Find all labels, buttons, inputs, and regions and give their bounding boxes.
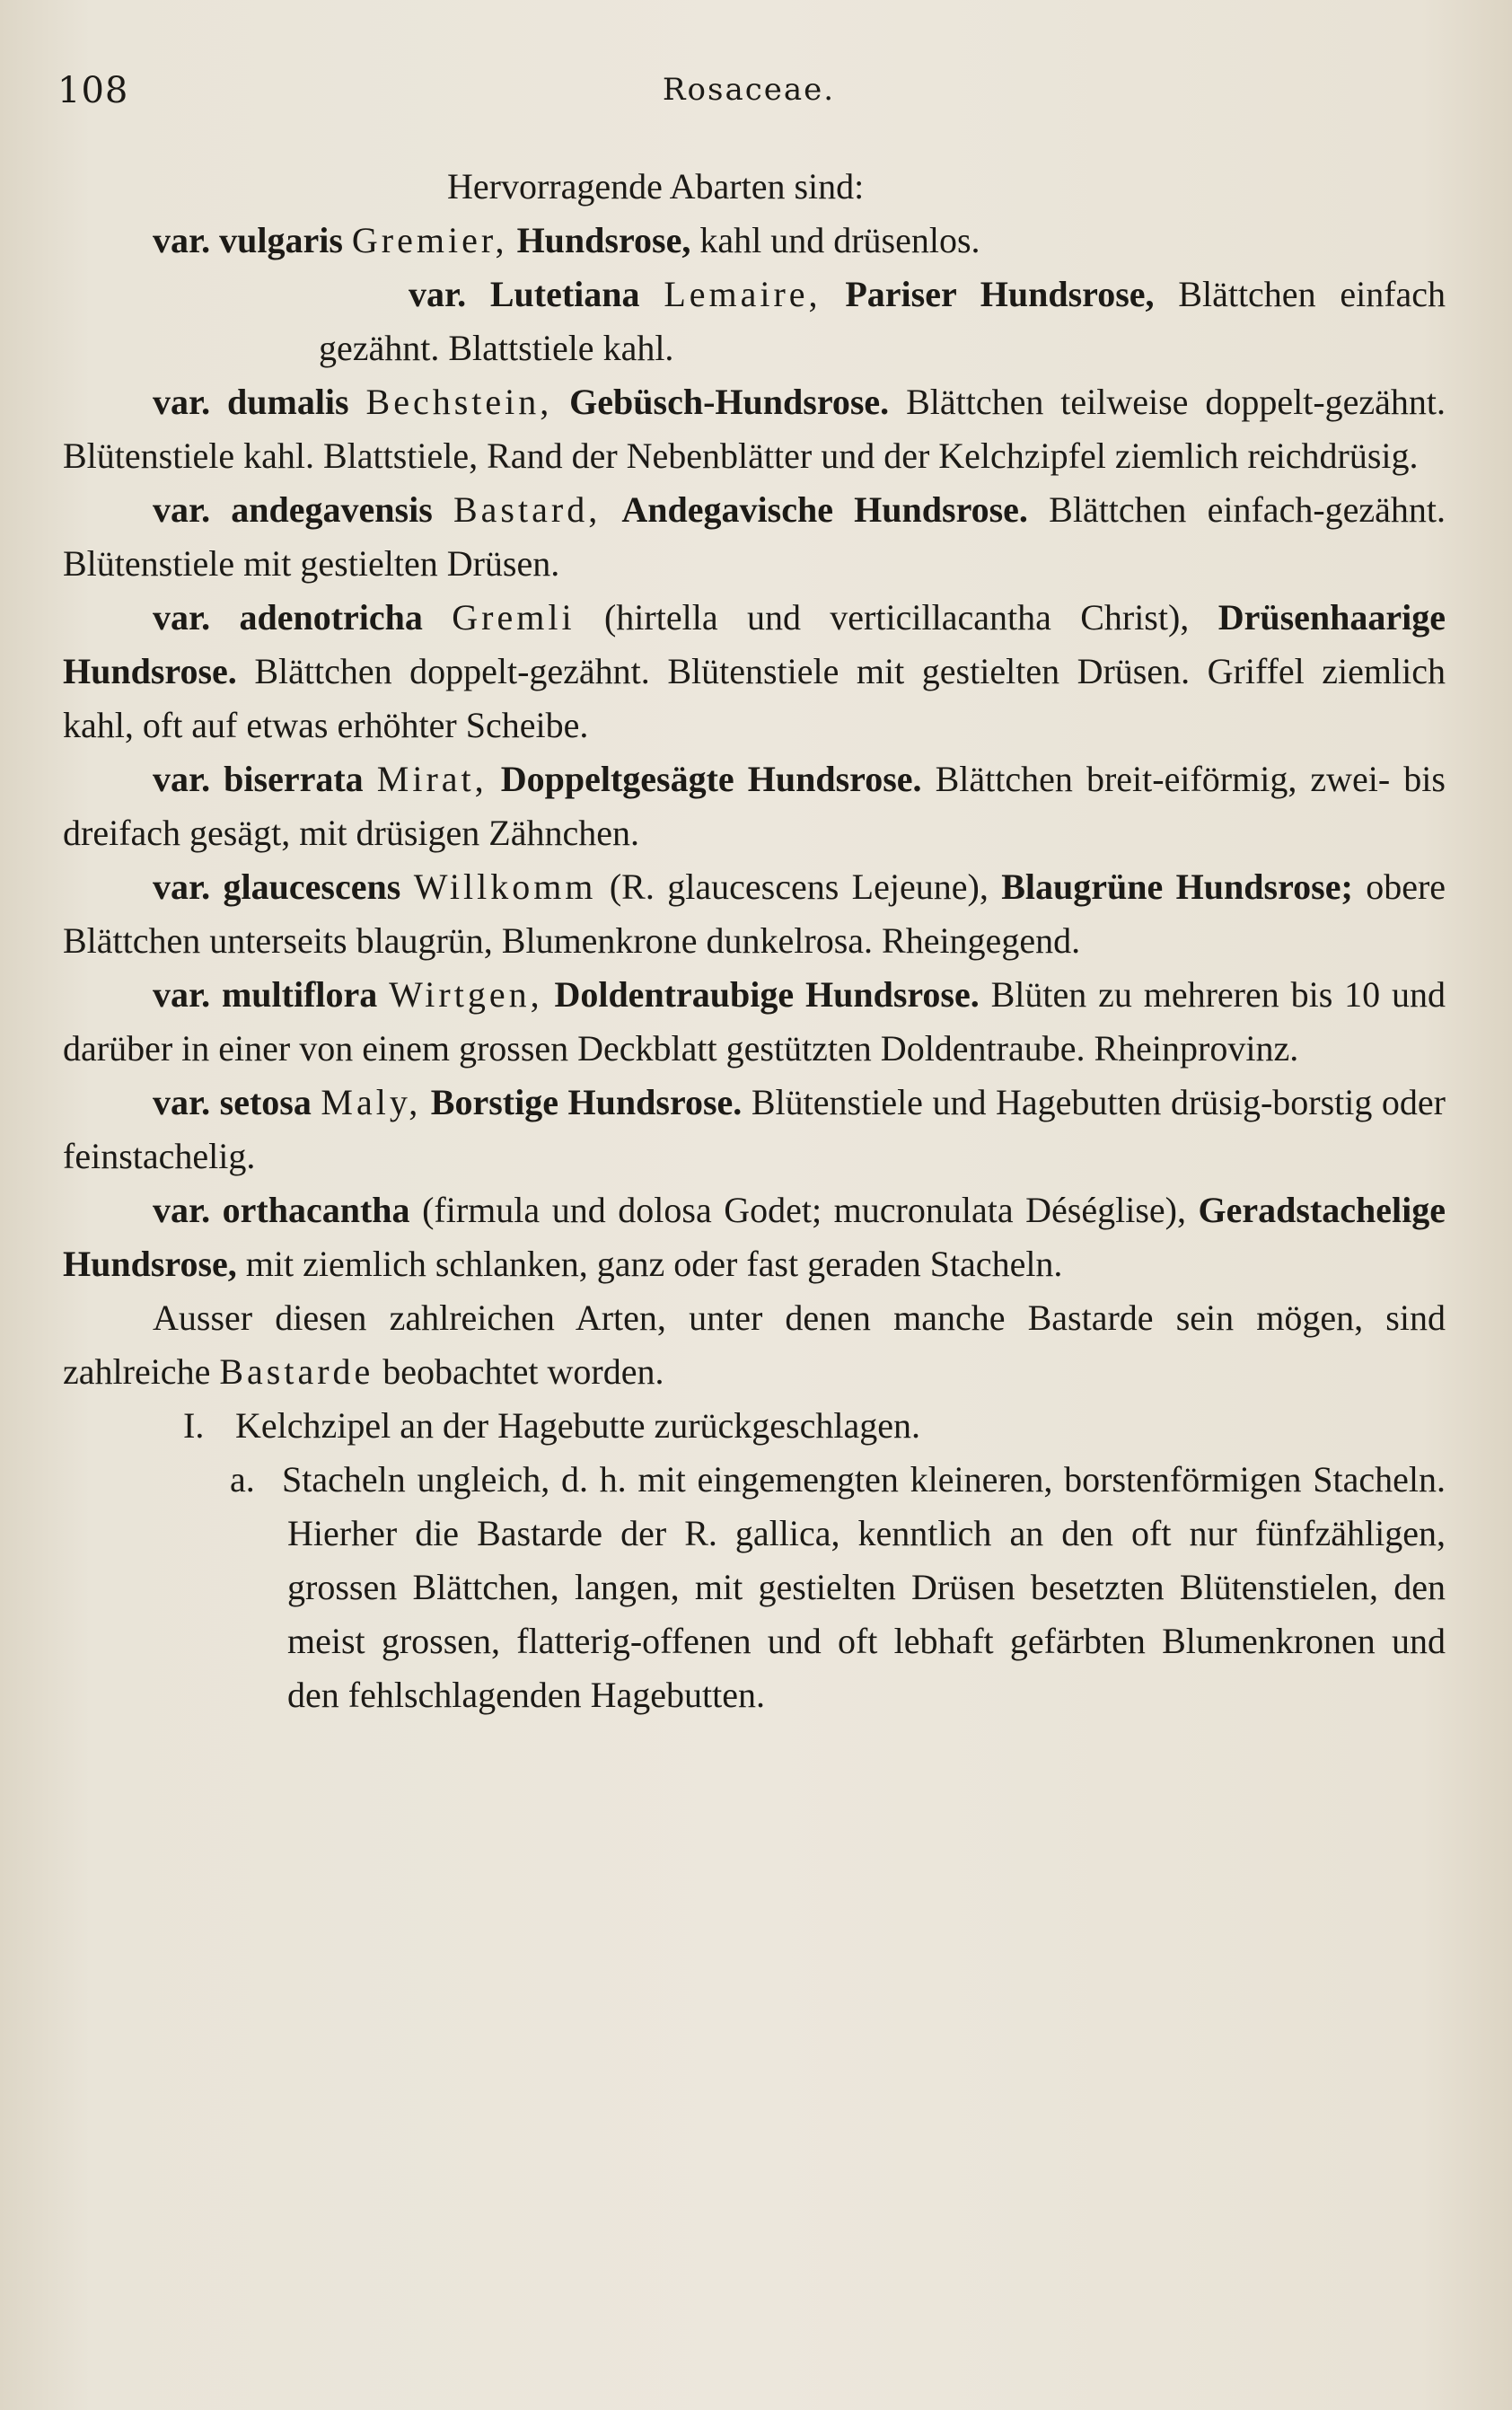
variety-description: obere Blättchen unterseits blaugrün, Blumenkrone dunkelrosa. Rheingegend. (63, 866, 1446, 961)
var-label: var. (153, 866, 211, 907)
variety-entry (63, 591, 1446, 752)
paragraph-spaced-term: Bastarde (219, 1351, 374, 1392)
variety-author: Willkomm (413, 866, 597, 907)
variety-name: adenotricha (239, 597, 423, 638)
variety-description: Blütenstiele und Hagebutten drüsig-borstig oder feinstachelig. (63, 1082, 1446, 1176)
variety-author: Lemaire, (664, 274, 822, 314)
variety-entry (63, 214, 1446, 268)
variety-entry (63, 483, 1446, 591)
var-label: var. (153, 974, 211, 1015)
var-label: var. (153, 382, 211, 422)
variety-description: Blättchen einfach-gezähnt. Blütenstiele mit gestielten Drüsen. (63, 489, 1446, 584)
page-number: 108 (57, 70, 129, 111)
variety-synonyms: (firmula und dolosa Godet; mucronulata Déséglise), (422, 1190, 1186, 1230)
key-item-a (63, 1453, 1446, 1722)
common-name: Doppeltgesägte Hundsrose. (500, 759, 922, 799)
variety-name: Lutetiana (489, 274, 640, 314)
common-name: Pariser Hundsrose, (845, 274, 1155, 314)
variety-name: orthacantha (222, 1190, 410, 1230)
common-name: Gebüsch-Hundsrose. (569, 382, 890, 422)
var-label: var. (153, 1190, 211, 1230)
paragraph-text-before: Ausser diesen zahlreichen Arten, unter denen manche Bastarde sein mögen, sind zahlreiche (63, 1297, 1446, 1392)
variety-description: kahl und drüsenlos. (699, 220, 980, 260)
var-label: var. (153, 489, 211, 530)
common-name: Blaugrüne Hundsrose; (1001, 866, 1353, 907)
var-label: var. (153, 1082, 211, 1122)
variety-name: andegavensis (231, 489, 433, 530)
variety-author: Bechstein, (365, 382, 553, 422)
var-label: var. (153, 597, 211, 638)
page-header (57, 70, 1440, 124)
variety-entry (63, 268, 1446, 375)
page-body (63, 160, 1446, 1722)
key-item-I (63, 1399, 1446, 1453)
common-name: Drüsenhaarige Hundsrose. (63, 597, 1446, 691)
common-name: Hundsrose, (516, 220, 691, 260)
variety-entry (63, 860, 1446, 968)
variety-description: Blüten zu mehreren bis 10 und darüber in einer von einem grossen Deckblatt gestützten Doldentraube. Rheinprovinz. (63, 974, 1446, 1069)
variety-author: Gremier, (351, 220, 508, 260)
var-label: var. (153, 220, 211, 260)
common-name: Andegavische Hundsrose. (621, 489, 1028, 530)
variety-description: Blättchen einfach gezähnt. Blattstiele kahl. (319, 274, 1446, 368)
intro-line: Hervorragende Abarten sind: (447, 166, 865, 207)
variety-name: multiflora (221, 974, 378, 1015)
var-label: var. (153, 759, 211, 799)
common-name: Doldentraubige Hundsrose. (554, 974, 980, 1015)
variety-author: Gremli (452, 597, 576, 638)
key-text-I: Kelchzipel an der Hagebutte zurückgeschlagen. (235, 1405, 920, 1446)
variety-name: biserrata (224, 759, 364, 799)
variety-description: mit ziemlich schlanken, ganz oder fast geraden Stacheln. (245, 1244, 1063, 1284)
variety-entry (63, 1076, 1446, 1183)
variety-author: Maly, (321, 1082, 422, 1122)
variety-name: setosa (219, 1082, 312, 1122)
key-marker-a: a. (230, 1459, 255, 1500)
variety-name: glaucescens (223, 866, 401, 907)
variety-entry (63, 1183, 1446, 1291)
variety-author: Wirtgen, (389, 974, 543, 1015)
variety-description: Blättchen teilweise doppelt-gezähnt. Blütenstiele kahl. Blattstiele, Rand der Nebenblätter und der Kelchzipfel ziemlich reichdrüsig. (63, 382, 1446, 476)
key-text-a: Stacheln ungleich, d. h. mit eingemengten kleineren, borstenförmigen Stacheln. Hierher die Bastarde der R. gallica, kenntlich an den oft nur fünfzähligen, grossen Blättchen, langen, mit gestielten Drüsen besetzten Blütenstielen, den meist grossen, flatterig-offenen und oft lebhaft gefärbten Blumenkronen und den fehlschlagenden Hagebutten. (282, 1459, 1446, 1715)
variety-name: dumalis (227, 382, 349, 422)
variety-author: Bastard, (453, 489, 602, 530)
variety-synonyms: (R. glaucescens Lejeune), (609, 866, 989, 907)
variety-name: vulgaris (219, 220, 343, 260)
variety-synonyms: (hirtella und verticillacantha Christ), (603, 597, 1190, 638)
variety-entry (63, 968, 1446, 1076)
common-name: Borstige Hundsrose. (430, 1082, 743, 1122)
variety-description: Blättchen breit-eiförmig, zwei- bis dreifach gesägt, mit drüsigen Zähnchen. (63, 759, 1446, 853)
variety-entry (63, 375, 1446, 483)
common-name: Geradstachelige Hundsrose, (63, 1190, 1446, 1284)
running-head: Rosaceae. (662, 72, 836, 108)
var-label: var. (409, 274, 467, 314)
variety-author: Mirat, (376, 759, 488, 799)
bastard-paragraph (63, 1291, 1446, 1399)
paragraph-text-after: beobachtet worden. (382, 1351, 664, 1392)
variety-description: Blättchen doppelt-gezähnt. Blütenstiele mit gestielten Drüsen. Griffel ziemlich kahl, oft auf etwas erhöhter Scheibe. (63, 651, 1446, 745)
key-marker-I: I. (183, 1405, 205, 1446)
variety-entry (63, 752, 1446, 860)
